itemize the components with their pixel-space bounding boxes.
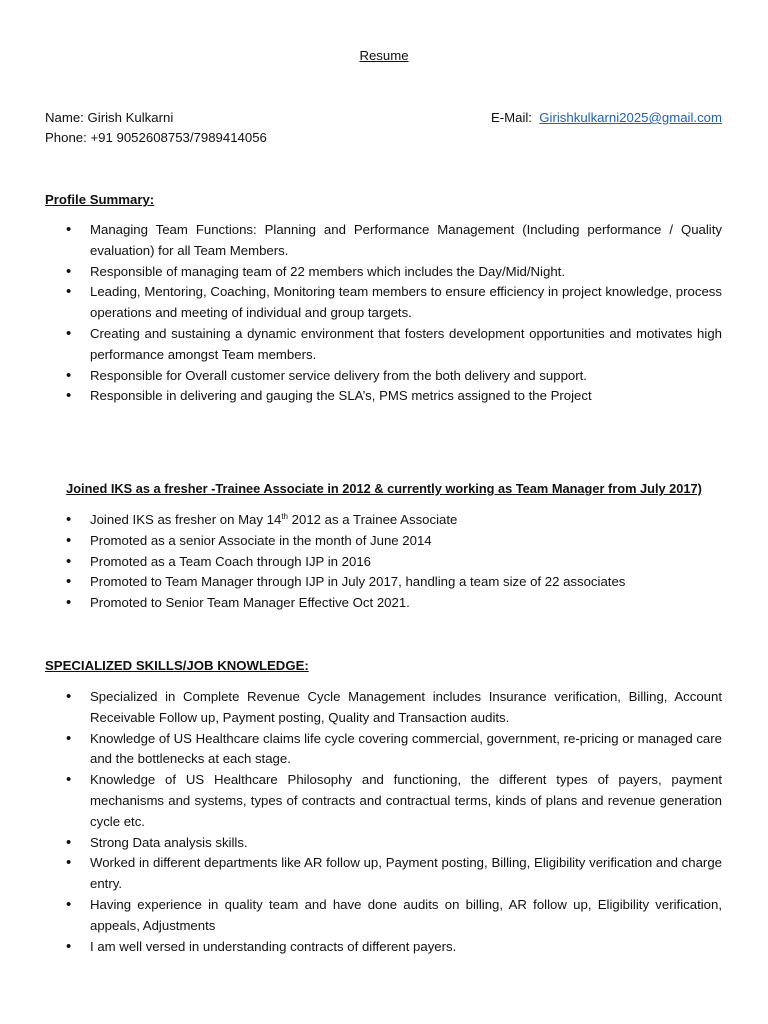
list-item: • Responsible in delivering and gauging the SLA’s, PMS metrics assigned to the Project: [45, 386, 722, 407]
list-item: • Promoted to Senior Team Manager Effective Oct 2021.: [45, 593, 722, 614]
contact-name-line: [45, 108, 173, 128]
list-item: • Responsible of managing team of 22 members which includes the Day/Mid/Night.: [45, 262, 722, 283]
career-first-text: Joined IKS as fresher on May 14: [90, 512, 282, 527]
list-item: • Strong Data analysis skills.: [45, 833, 722, 854]
profile-summary-list: [45, 220, 722, 407]
phone-value: +91 9052608753/7989414056: [90, 130, 267, 145]
list-item: • Knowledge of US Healthcare claims life cycle covering commercial, government, re-pricing or managed care and the bottlenecks at each stage.: [45, 729, 722, 771]
career-first-text-rest: 2012 as a Trainee Associate: [288, 512, 458, 527]
list-item: • I am well versed in understanding contracts of different payers.: [45, 937, 722, 958]
ordinal-suffix: th: [281, 512, 288, 521]
career-heading: Joined IKS as a fresher -Trainee Associate in 2012 & currently working as Team Manager from July 2017): [66, 481, 702, 496]
contact-email-line: [491, 108, 722, 128]
name-value: Girish Kulkarni: [87, 110, 174, 125]
list-item: • Managing Team Functions: Planning and Performance Management (Including performance / Quality evaluation) for all Team Members.: [45, 220, 722, 262]
list-item: • Promoted as a Team Coach through IJP in 2016: [45, 552, 722, 573]
list-item: • Specialized in Complete Revenue Cycle Management includes Insurance verification, Billing, Account Receivable Follow up, Payment posting, Quality and Transaction audits.: [45, 687, 722, 729]
list-item: • Leading, Mentoring, Coaching, Monitoring team members to ensure efficiency in project knowledge, process operations and meeting of individual and group targets.: [45, 282, 722, 324]
skills-heading: SPECIALIZED SKILLS/JOB KNOWLEDGE:: [45, 658, 309, 673]
list-item: • Promoted to Team Manager through IJP in July 2017, handling a team size of 22 associates: [45, 572, 722, 593]
list-item: [45, 510, 722, 531]
list-item: • Creating and sustaining a dynamic environment that fosters development opportunities and motivates high performance amongst Team members.: [45, 324, 722, 366]
name-label: Name:: [45, 110, 84, 125]
document-title: Resume: [359, 48, 409, 63]
career-list: [45, 510, 722, 614]
email-link[interactable]: Girishkulkarni2025@gmail.com: [539, 110, 722, 125]
skills-list: [45, 687, 722, 957]
list-item: • Responsible for Overall customer service delivery from the both delivery and support.: [45, 366, 722, 387]
profile-summary-heading: Profile Summary:: [45, 192, 155, 207]
contact-phone-line: [45, 128, 267, 148]
list-item: • Knowledge of US Healthcare Philosophy and functioning, the different types of payers, payment mechanisms and systems, types of contracts and contractual terms, kinds of plans and revenue generation cycle etc.: [45, 770, 722, 832]
list-item: • Having experience in quality team and have done audits on billing, AR follow up, Eligibility verification, appeals, Adjustments: [45, 895, 722, 937]
list-item: • Worked in different departments like AR follow up, Payment posting, Billing, Eligibility verification and charge entry.: [45, 853, 722, 895]
list-item: • Promoted as a senior Associate in the month of June 2014: [45, 531, 722, 552]
email-label: E-Mail:: [490, 110, 532, 125]
phone-label: Phone:: [45, 130, 87, 145]
